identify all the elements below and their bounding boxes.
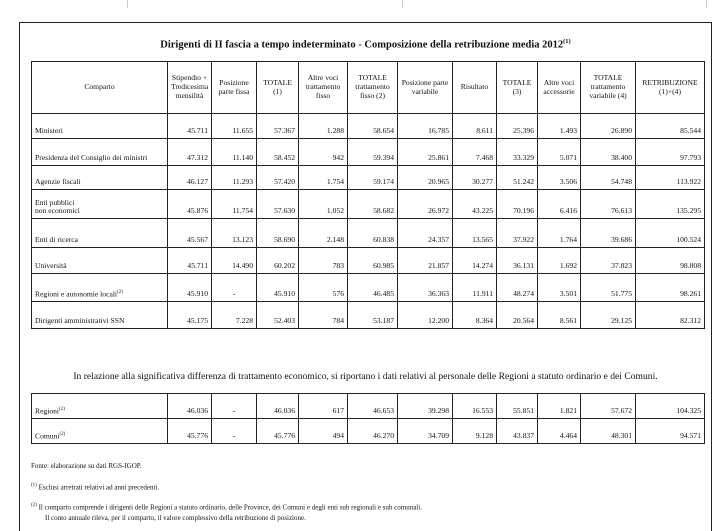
table-cell: - xyxy=(212,274,257,302)
row-label: Enti pubblici non economici xyxy=(32,190,168,219)
table-cell: 6.416 xyxy=(538,190,581,219)
table-cell: 58.452 xyxy=(257,139,299,166)
table-cell: 58.682 xyxy=(348,190,398,219)
table-cell: 30.277 xyxy=(453,166,497,190)
table-cell: 24.357 xyxy=(398,219,453,248)
table-cell: 46.036 xyxy=(168,394,212,419)
table-cell: 58.654 xyxy=(348,114,398,139)
table-cell: 7.228 xyxy=(212,302,257,329)
table-cell: 14.274 xyxy=(453,248,497,274)
table-cell: 60.838 xyxy=(348,219,398,248)
table-cell: 1.288 xyxy=(299,114,348,139)
table-cell: 37.922 xyxy=(497,219,538,248)
table-cell: 45.776 xyxy=(257,419,299,444)
table-cell: 45.711 xyxy=(168,248,212,274)
table-cell: 47.312 xyxy=(168,139,212,166)
table-row xyxy=(32,114,705,139)
table-cell: 76.613 xyxy=(581,190,636,219)
table-cell: 29.125 xyxy=(581,302,636,329)
column-header: Comparto xyxy=(32,62,168,114)
table-cell: 36.131 xyxy=(497,248,538,274)
table-cell: 98.261 xyxy=(636,274,705,302)
table-cell: 20.965 xyxy=(398,166,453,190)
table-row xyxy=(32,419,705,444)
table-cell: 16.785 xyxy=(398,114,453,139)
table-cell: 1.764 xyxy=(538,219,581,248)
table-cell: 8.611 xyxy=(453,114,497,139)
table-cell: 135.295 xyxy=(636,190,705,219)
table-cell: 1.493 xyxy=(538,114,581,139)
table-cell: 26.890 xyxy=(581,114,636,139)
table-cell: 9.128 xyxy=(453,419,497,444)
table-cell: 25.396 xyxy=(497,114,538,139)
table-row xyxy=(32,248,705,274)
table-cell: 5.071 xyxy=(538,139,581,166)
table-cell: 13.565 xyxy=(453,219,497,248)
row-label: Dirigenti amministrativi SSN xyxy=(32,302,168,329)
table-cell: 11.140 xyxy=(212,139,257,166)
table-cell: 3.506 xyxy=(538,166,581,190)
table-cell: 1.821 xyxy=(538,394,581,419)
column-header: RETRIBUZIONE (1)+(4) xyxy=(636,62,705,114)
top-edge-line xyxy=(127,0,128,8)
table-cell: 8.364 xyxy=(453,302,497,329)
table-cell: 11.655 xyxy=(212,114,257,139)
table-cell: 14.490 xyxy=(212,248,257,274)
table-cell: 43.837 xyxy=(497,419,538,444)
column-header: TOTALE trattamento variabile (4) xyxy=(581,62,636,114)
table-cell: 45.711 xyxy=(168,114,212,139)
table-row xyxy=(32,219,705,248)
column-header: TOTALE (1) xyxy=(257,62,299,114)
table-cell: 60.202 xyxy=(257,248,299,274)
table-cell: 39.686 xyxy=(581,219,636,248)
table-cell: 59.174 xyxy=(348,166,398,190)
table-cell: 2.148 xyxy=(299,219,348,248)
table-cell: 7.468 xyxy=(453,139,497,166)
explanatory-text: In relazione alla significativa differenza di trattamento economico, si riportano i dati relativi al personale delle Regioni a statuto ordinario e dei Comuni. xyxy=(73,371,658,382)
table-cell: 942 xyxy=(299,139,348,166)
table-cell: 57.420 xyxy=(257,166,299,190)
table-cell: 784 xyxy=(299,302,348,329)
table-cell: 46.127 xyxy=(168,166,212,190)
table-cell: 1.692 xyxy=(538,248,581,274)
table-cell: - xyxy=(212,394,257,419)
table-cell: 1.754 xyxy=(299,166,348,190)
table-cell: 58.690 xyxy=(257,219,299,248)
table-cell: 54.748 xyxy=(581,166,636,190)
column-header: TOTALE (3) xyxy=(497,62,538,114)
footnote-2-continued: Il conto annuale rileva, per il comparto, il valore complessivo della retribuzione di posizione. xyxy=(45,514,306,522)
table-cell: 576 xyxy=(299,274,348,302)
table-cell: 38.400 xyxy=(581,139,636,166)
table-cell: 94.571 xyxy=(636,419,705,444)
row-label: Comuni$^{(2)}$ xyxy=(32,419,168,444)
table-row xyxy=(32,139,705,166)
top-edge-line xyxy=(706,0,707,8)
table-cell: 16.553 xyxy=(453,394,497,419)
column-header: Posizione parte variabile xyxy=(398,62,453,114)
column-header: Risultato xyxy=(453,62,497,114)
table-cell: 60.985 xyxy=(348,248,398,274)
row-label: Enti di ricerca xyxy=(32,219,168,248)
table-cell: 494 xyxy=(299,419,348,444)
table-cell: 85.544 xyxy=(636,114,705,139)
source-note: Fonte: elaborazione su dati RGS-IGOP. xyxy=(31,462,142,470)
table-cell: 45.567 xyxy=(168,219,212,248)
table-cell: 82.312 xyxy=(636,302,705,329)
table-cell: 104.325 xyxy=(636,394,705,419)
table-row xyxy=(32,394,705,419)
table-cell: 37.823 xyxy=(581,248,636,274)
table-cell: 39.298 xyxy=(398,394,453,419)
table-cell: 26.972 xyxy=(398,190,453,219)
table-cell: 45.776 xyxy=(168,419,212,444)
table-cell: 3.501 xyxy=(538,274,581,302)
table-cell: 783 xyxy=(299,248,348,274)
row-label: Presidenza del Consiglio dei ministri xyxy=(32,139,168,166)
table-cell: 57.367 xyxy=(257,114,299,139)
table-row xyxy=(32,274,705,302)
table-cell: 4.464 xyxy=(538,419,581,444)
regions-municipalities-table xyxy=(31,393,705,444)
table-cell: 11.754 xyxy=(212,190,257,219)
column-header: TOTALE trattamento fisso (2) xyxy=(348,62,398,114)
table-cell: 53.187 xyxy=(348,302,398,329)
footnote-1: $^{(1)}$ Esclusi arretrati relativi ad anni precedenti. xyxy=(31,483,160,492)
table-cell: 57.672 xyxy=(581,394,636,419)
table-cell: 57.630 xyxy=(257,190,299,219)
table-cell: 33.329 xyxy=(497,139,538,166)
row-label: Agenzie fiscali xyxy=(32,166,168,190)
table-cell: - xyxy=(212,419,257,444)
row-label: Università xyxy=(32,248,168,274)
table-row xyxy=(32,302,705,329)
table-cell: 46.485 xyxy=(348,274,398,302)
table-cell: 48.274 xyxy=(497,274,538,302)
table-cell: 113.922 xyxy=(636,166,705,190)
table-cell: 98.808 xyxy=(636,248,705,274)
column-header: Stipendio + Tredicesima mensilità xyxy=(168,62,212,114)
table-cell: 46.653 xyxy=(348,394,398,419)
table-cell: 46.270 xyxy=(348,419,398,444)
table-cell: 11.293 xyxy=(212,166,257,190)
table-cell: 13.123 xyxy=(212,219,257,248)
column-header: Posizione parte fissa xyxy=(212,62,257,114)
table-cell: 45.910 xyxy=(257,274,299,302)
table-cell: 1.052 xyxy=(299,190,348,219)
top-edge-line xyxy=(402,0,403,8)
table-cell: 100.524 xyxy=(636,219,705,248)
table-cell: 52.403 xyxy=(257,302,299,329)
footnote-2: $^{(2)}$ Il comparto comprende i dirigenti delle Regioni a statuto ordinario, delle Province, dei Comuni e degli enti sub regionali e sub comunali. xyxy=(31,503,422,512)
salary-table xyxy=(31,61,705,329)
table-cell: 46.036 xyxy=(257,394,299,419)
table-cell: 25.861 xyxy=(398,139,453,166)
table-cell: 34.709 xyxy=(398,419,453,444)
table-row xyxy=(32,166,705,190)
table-cell: 51.242 xyxy=(497,166,538,190)
row-label: Regioni$^{(2)}$ xyxy=(32,394,168,419)
column-header: Altre voci trattamento fisso xyxy=(299,62,348,114)
table-cell: 11.911 xyxy=(453,274,497,302)
table-cell: 45.876 xyxy=(168,190,212,219)
table-cell: 21.857 xyxy=(398,248,453,274)
column-header: Altre voci accessorie xyxy=(538,62,581,114)
table-cell: 617 xyxy=(299,394,348,419)
table-cell: 51.775 xyxy=(581,274,636,302)
table-cell: 12.200 xyxy=(398,302,453,329)
table-cell: 36.363 xyxy=(398,274,453,302)
table-cell: 70.196 xyxy=(497,190,538,219)
table-cell: 55.851 xyxy=(497,394,538,419)
table-cell: 59.394 xyxy=(348,139,398,166)
table-cell: 48.301 xyxy=(581,419,636,444)
table-cell: 20.564 xyxy=(497,302,538,329)
table-cell: 97.793 xyxy=(636,139,705,166)
table-title: Dirigenti di II fascia a tempo indeterminato - Composizione della retribuzione media 2012$^{(1)}$ xyxy=(160,38,571,51)
table-cell: 45.175 xyxy=(168,302,212,329)
table-cell: 8.561 xyxy=(538,302,581,329)
row-label: Regioni e autonomie locali$^{(2)}$ xyxy=(32,274,168,302)
row-label: Ministeri xyxy=(32,114,168,139)
table-cell: 43.225 xyxy=(453,190,497,219)
header-row xyxy=(32,62,705,114)
table-cell: 45.910 xyxy=(168,274,212,302)
table-row xyxy=(32,190,705,219)
